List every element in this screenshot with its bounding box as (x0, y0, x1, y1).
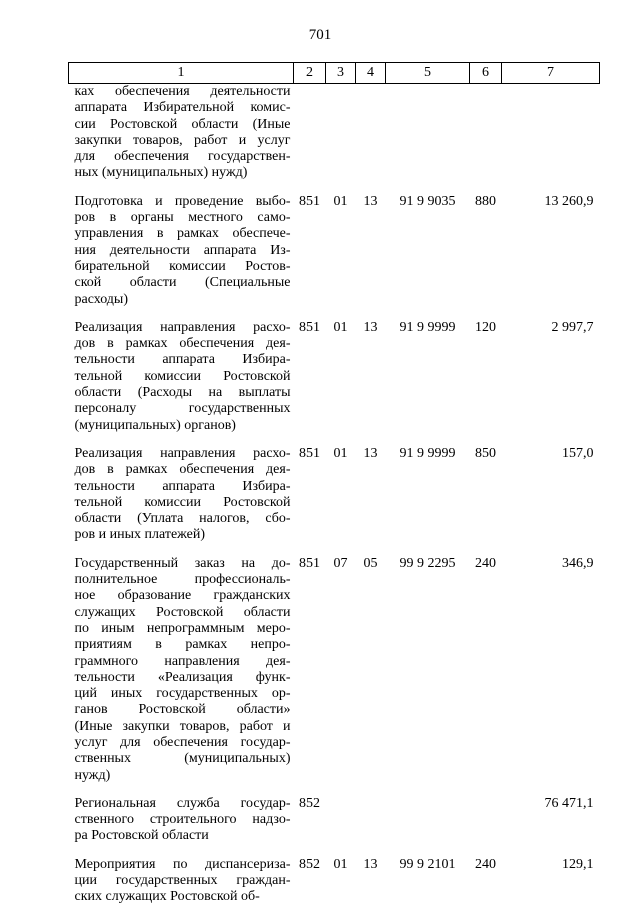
section-code (326, 84, 356, 194)
description-line: (муниципальных) органов) (74, 417, 236, 433)
expense-type-code: 240 (475, 555, 496, 571)
description-line: нужд) (74, 767, 111, 783)
target-article-code (386, 796, 470, 857)
header-col-3: 3 (326, 63, 356, 84)
header-col-7: 7 (502, 63, 600, 84)
subsection-code: 13 (363, 319, 378, 335)
section-code: 07 (333, 555, 348, 571)
amount: 13 260,9 (544, 193, 594, 209)
description-line: ских служащих Ростовской об- (74, 889, 260, 905)
ministry-code: 851 (299, 445, 320, 461)
section-code (326, 796, 356, 857)
table-row (69, 194, 600, 320)
target-article-code (386, 84, 470, 194)
description-line: ное образование гражданских (74, 588, 291, 604)
description-line: Реализация направления расхо- (74, 445, 291, 461)
expense-type-code: 120 (475, 319, 496, 335)
row-description (69, 446, 294, 556)
description-line: области (Уплата налогов, сбо- (74, 511, 291, 527)
row-description (69, 556, 294, 796)
row-description (69, 84, 294, 194)
description-line: для обеспечения государствен- (74, 149, 291, 165)
table-row (69, 84, 600, 194)
ministry-code: 851 (299, 193, 320, 209)
description-line: ций иных государственных ор- (74, 686, 291, 702)
description-line: бирательной комиссии Ростов- (74, 258, 291, 274)
description-line: ганов Ростовской области» (74, 702, 291, 718)
target-article-code: 99 9 2295 (399, 555, 456, 571)
amount: 76 471,1 (544, 795, 594, 811)
section-code: 01 (333, 319, 348, 335)
description-line: области (Расходы на выплаты (74, 385, 291, 401)
expense-type-code: 880 (475, 193, 496, 209)
description-line: Региональная служба государ- (74, 795, 291, 811)
description-line: тельной комиссии Ростовской (74, 368, 291, 384)
header-col-4: 4 (356, 63, 386, 84)
description-line: ров в органы местного само- (74, 210, 291, 226)
section-code: 01 (333, 445, 348, 461)
ministry-code: 852 (299, 795, 320, 811)
description-line: тельности аппарата Избира- (74, 352, 291, 368)
target-article-code: 91 9 9035 (399, 193, 456, 209)
header-col-2: 2 (294, 63, 326, 84)
section-code: 01 (333, 193, 348, 209)
ministry-code: 851 (299, 555, 320, 571)
description-line: дов в рамках обеспечения дея- (74, 462, 291, 478)
expense-type-code (470, 796, 502, 857)
description-line: ния деятельности аппарата Из- (74, 242, 291, 258)
table-row (69, 446, 600, 556)
description-line: (Иные закупки товаров, работ и (74, 718, 291, 734)
subsection-code (356, 796, 386, 857)
description-line: аппарата Избирательной комис- (74, 100, 291, 116)
amount: 2 997,7 (551, 319, 594, 335)
amount: 129,1 (562, 856, 594, 872)
description-line: расходы) (74, 291, 128, 307)
budget-table (68, 62, 600, 918)
target-article-code: 91 9 9999 (399, 319, 456, 335)
table-row (69, 796, 600, 857)
row-description (69, 796, 294, 857)
ministry-code: 852 (299, 856, 320, 872)
amount: 157,0 (562, 445, 594, 461)
table-row (69, 320, 600, 446)
description-line: ра Ростовской области (74, 828, 209, 844)
description-line: Реализация направления расхо- (74, 319, 291, 335)
header-col-1: 1 (69, 63, 294, 84)
amount (502, 84, 600, 194)
description-line: ции государственных граждан- (74, 873, 291, 889)
description-line: ской области (Специальные (74, 275, 291, 291)
description-line: тельности «Реализация функ- (74, 669, 291, 685)
subsection-code: 13 (363, 445, 378, 461)
description-line: дов в рамках обеспечения дея- (74, 336, 291, 352)
description-line: по иным непрограммным меро- (74, 620, 291, 636)
expense-type-code (470, 84, 502, 194)
ministry-code: 851 (299, 319, 320, 335)
description-line: Государственный заказ на до- (74, 555, 291, 571)
table-row (69, 857, 600, 918)
row-description (69, 320, 294, 446)
description-line: ственного строительного надзо- (74, 812, 291, 828)
description-line: персоналу государственных (74, 401, 291, 417)
description-line: приятиям в рамках непро- (74, 637, 291, 653)
expense-type-code: 240 (475, 856, 496, 872)
subsection-code: 05 (363, 555, 378, 571)
description-line: ственных (муниципальных) (74, 751, 291, 767)
description-line: полнительное профессиональ- (74, 572, 291, 588)
description-line: ных (муниципальных) нужд) (74, 165, 248, 181)
row-description (69, 194, 294, 320)
target-article-code: 99 9 2101 (399, 856, 456, 872)
description-line: закупки товаров, работ и услуг (74, 132, 291, 148)
description-line: услуг для обеспечения государ- (74, 734, 291, 750)
ministry-code (294, 84, 326, 194)
table-row (69, 556, 600, 796)
description-line: ров и иных платежей) (74, 527, 206, 543)
description-line: Мероприятия по диспансеризa- (74, 856, 291, 872)
section-code: 01 (333, 856, 348, 872)
description-line: служащих Ростовской области (74, 604, 291, 620)
header-row (69, 63, 600, 84)
description-line: сии Ростовской области (Иные (74, 116, 291, 132)
description-line: тельной комиссии Ростовской (74, 494, 291, 510)
table-body (69, 84, 600, 918)
header-col-5: 5 (386, 63, 470, 84)
amount: 346,9 (562, 555, 594, 571)
row-description (69, 857, 294, 918)
description-line: тельности аппарата Избира- (74, 478, 291, 494)
description-line: управления в рамках обеспече- (74, 226, 291, 242)
description-line: Подготовка и проведение выбо- (74, 193, 291, 209)
expense-type-code: 850 (475, 445, 496, 461)
target-article-code: 91 9 9999 (399, 445, 456, 461)
subsection-code (356, 84, 386, 194)
page-number: 701 (308, 27, 332, 43)
description-line: граммного направления дея- (74, 653, 291, 669)
description-line: ках обеспечения деятельности (74, 84, 291, 99)
header-col-6: 6 (470, 63, 502, 84)
subsection-code: 13 (363, 856, 378, 872)
subsection-code: 13 (363, 193, 378, 209)
